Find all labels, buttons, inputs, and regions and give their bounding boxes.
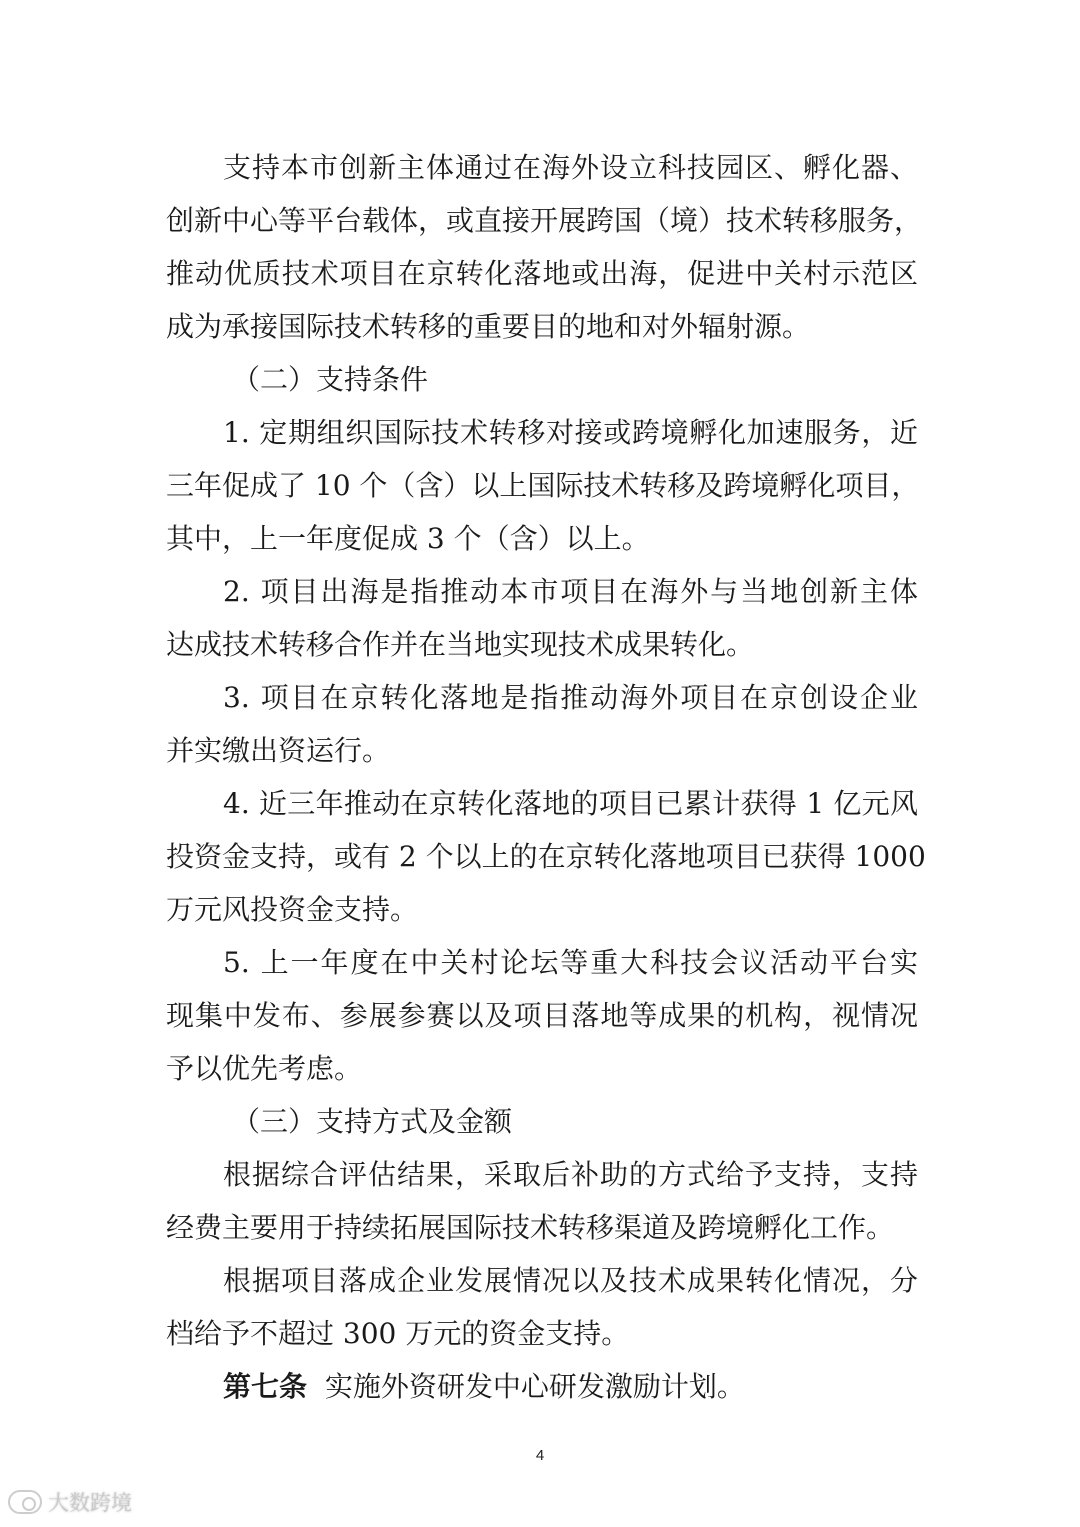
text-line: 投资金支持，或有 2 个以上的在京转化落地项目已获得 1000 (166, 840, 926, 873)
watermark-logo-icon (8, 1490, 42, 1514)
para-condition-1 (166, 406, 918, 565)
text-line: 1. 定期组织国际技术转移对接或跨境孵化加速服务，近 (223, 416, 918, 449)
text-line: 达成技术转移合作并在当地实现技术成果转化。 (166, 628, 755, 661)
text-line: 现集中发布、参展参赛以及项目落地等成果的机构，视情况 (166, 999, 918, 1032)
document-body (166, 141, 926, 1413)
text-line: 根据综合评估结果，采取后补助的方式给予支持，支持 (223, 1158, 918, 1191)
para-method-2 (166, 1254, 918, 1360)
text-line: 经费主要用于持续拓展国际技术转移渠道及跨境孵化工作。 (166, 1211, 895, 1244)
article-seven (166, 1360, 918, 1413)
para-condition-3 (166, 671, 918, 777)
text-line: 创新中心等平台载体，或直接开展跨国（境）技术转移服务， (166, 204, 923, 237)
text-line: （二）支持条件 (232, 363, 429, 396)
heading-conditions (166, 353, 918, 406)
para-condition-5 (166, 936, 918, 1095)
para-condition-2 (166, 565, 918, 671)
text-line: 并实缴出资运行。 (166, 734, 391, 767)
heading-support-method (166, 1095, 918, 1148)
para-intro (166, 141, 923, 353)
text-line: 4. 近三年推动在京转化落地的项目已累计获得 1 亿元风 (223, 787, 918, 820)
page-number: 4 (535, 1447, 545, 1464)
article-text: 实施外资研发中心研发激励计划。 (324, 1370, 745, 1403)
text-line: 其中，上一年度促成 3 个（含）以上。 (166, 522, 650, 555)
text-line: （三）支持方式及金额 (232, 1105, 513, 1138)
text-line: 根据项目落成企业发展情况以及技术成果转化情况，分 (223, 1264, 918, 1297)
text-line: 档给予不超过 300 万元的资金支持。 (166, 1317, 630, 1350)
watermark (8, 1487, 132, 1517)
text-line: 万元风投资金支持。 (166, 893, 419, 926)
para-condition-4 (166, 777, 926, 936)
paragraph-container (166, 141, 926, 1360)
text-line: 5. 上一年度在中关村论坛等重大科技会议活动平台实 (223, 946, 918, 979)
text-line: 3. 项目在京转化落地是指推动海外项目在京创设企业 (223, 681, 918, 714)
text-line: 予以优先考虑。 (166, 1052, 363, 1085)
article-label: 第七条 (223, 1370, 308, 1403)
para-method-1 (166, 1148, 918, 1254)
text-line: 三年促成了 10 个（含）以上国际技术转移及跨境孵化项目， (166, 469, 920, 502)
text-line: 推动优质技术项目在京转化落地或出海，促进中关村示范区 (166, 257, 918, 290)
watermark-text: 大数跨境 (48, 1491, 132, 1515)
text-line: 支持本市创新主体通过在海外设立科技园区、孵化器、 (223, 151, 918, 184)
text-line: 2. 项目出海是指推动本市项目在海外与当地创新主体 (223, 575, 918, 608)
text-line: 成为承接国际技术转移的重要目的地和对外辐射源。 (166, 310, 811, 343)
